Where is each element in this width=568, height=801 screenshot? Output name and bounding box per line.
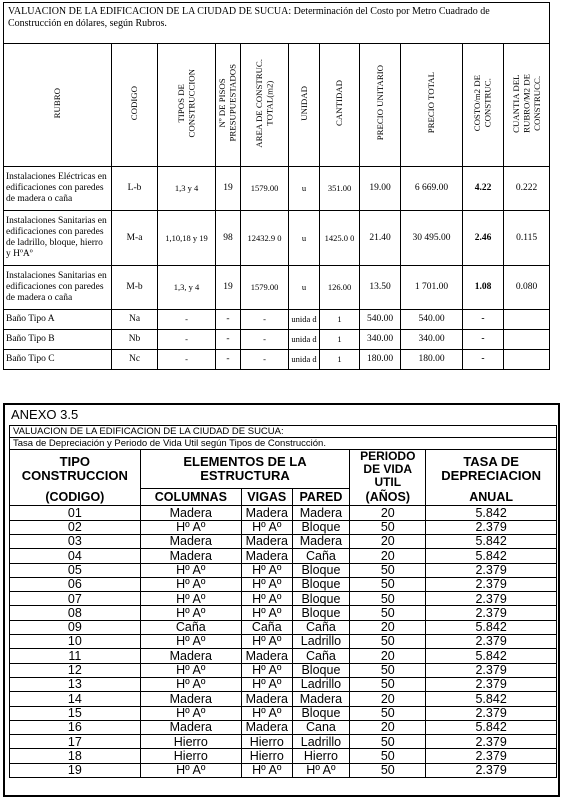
tasa-cell: 2.379 bbox=[426, 635, 557, 649]
precio-unitario-cell: 340.00 bbox=[360, 330, 401, 350]
header-area: AREA DE CONSTRUC. TOTAL(m2) bbox=[253, 58, 275, 148]
valuacion-row bbox=[4, 266, 550, 310]
anexo-row bbox=[10, 606, 557, 620]
header-precio-total: PRECIO TOTAL bbox=[426, 72, 437, 134]
precio-unitario-cell: 21.40 bbox=[360, 211, 401, 266]
codigo-cell: 05 bbox=[10, 563, 141, 577]
vigas-cell: Hº Aº bbox=[241, 592, 292, 606]
pared-cell: Madera bbox=[292, 534, 350, 548]
cantidad-cell: 1 bbox=[320, 350, 360, 370]
vigas-cell: Madera bbox=[241, 549, 292, 563]
anexo-row bbox=[10, 620, 557, 634]
periodo-cell: 20 bbox=[350, 649, 426, 663]
vigas-cell: Hº Aº bbox=[241, 563, 292, 577]
valuacion-body bbox=[4, 167, 550, 370]
periodo-cell: 50 bbox=[350, 663, 426, 677]
columnas-cell: Hº Aº bbox=[140, 763, 241, 777]
header-tasa: TASA DE DEPRECIACION bbox=[426, 450, 557, 489]
cantidad-cell: 1 bbox=[320, 330, 360, 350]
vigas-cell: Hº Aº bbox=[241, 677, 292, 691]
valuacion-row bbox=[4, 310, 550, 330]
columnas-cell: Hº Aº bbox=[140, 606, 241, 620]
pared-cell: Bloque bbox=[292, 706, 350, 720]
tipos-cell: 1,3, y 4 bbox=[158, 266, 216, 310]
columnas-cell: Hierro bbox=[140, 735, 241, 749]
codigo-cell: 14 bbox=[10, 692, 141, 706]
precio-unitario-cell: 180.00 bbox=[360, 350, 401, 370]
anexo-row bbox=[10, 635, 557, 649]
codigo-cell: 10 bbox=[10, 635, 141, 649]
pisos-cell: - bbox=[216, 350, 241, 370]
valuacion-header-row bbox=[4, 44, 550, 167]
vigas-cell: Hº Aº bbox=[241, 663, 292, 677]
codigo-cell: 11 bbox=[10, 649, 141, 663]
periodo-cell: 20 bbox=[350, 506, 426, 520]
periodo-cell: 50 bbox=[350, 735, 426, 749]
tasa-cell: 5.842 bbox=[426, 534, 557, 548]
tasa-cell: 5.842 bbox=[426, 506, 557, 520]
anexo-row bbox=[10, 520, 557, 534]
codigo-cell: 13 bbox=[10, 677, 141, 691]
valuacion-title: VALUACION DE LA EDIFICACION DE LA CIUDAD DE SUCUA: Determinación del Costo por Metro Cuadrado de Construcción en dólares, según Rubros. bbox=[4, 3, 550, 44]
codigo-cell: 17 bbox=[10, 735, 141, 749]
periodo-cell: 50 bbox=[350, 606, 426, 620]
pared-cell: Ladrillo bbox=[292, 735, 350, 749]
tasa-cell: 2.379 bbox=[426, 735, 557, 749]
tasa-cell: 2.379 bbox=[426, 663, 557, 677]
anexo-title: ANEXO 3.5 bbox=[11, 407, 79, 422]
pared-cell: Bloque bbox=[292, 606, 350, 620]
tasa-cell: 2.379 bbox=[426, 763, 557, 777]
periodo-cell: 50 bbox=[350, 763, 426, 777]
columnas-cell: Hº Aº bbox=[140, 592, 241, 606]
pared-cell: Caña bbox=[292, 549, 350, 563]
pared-cell: Hº Aº bbox=[292, 763, 350, 777]
precio-total-cell: 6 669.00 bbox=[401, 167, 463, 211]
unidad-cell: unida d bbox=[289, 310, 320, 330]
pared-cell: Ladrillo bbox=[292, 677, 350, 691]
tasa-cell: 5.842 bbox=[426, 620, 557, 634]
pisos-cell: 19 bbox=[216, 167, 241, 211]
periodo-cell: 50 bbox=[350, 749, 426, 763]
anexo-row bbox=[10, 592, 557, 606]
periodo-cell: 50 bbox=[350, 563, 426, 577]
vigas-cell: Hº Aº bbox=[241, 606, 292, 620]
area-cell: - bbox=[241, 330, 289, 350]
precio-total-cell: 30 495.00 bbox=[401, 211, 463, 266]
header-periodo: PERIODO DE VIDA UTIL bbox=[350, 450, 426, 489]
periodo-cell: 50 bbox=[350, 577, 426, 591]
anexo-table bbox=[9, 425, 557, 778]
pisos-cell: - bbox=[216, 310, 241, 330]
tipos-cell: - bbox=[158, 330, 216, 350]
codigo-cell: 08 bbox=[10, 606, 141, 620]
columnas-cell: Madera bbox=[140, 549, 241, 563]
rubro-cell: Instalaciones Sanitarias en edificaciones con paredes de madera o caña bbox=[4, 266, 112, 310]
columnas-cell: Hº Aº bbox=[140, 563, 241, 577]
pisos-cell: - bbox=[216, 330, 241, 350]
valuacion-row bbox=[4, 350, 550, 370]
precio-unitario-cell: 13.50 bbox=[360, 266, 401, 310]
vigas-cell: Hº Aº bbox=[241, 763, 292, 777]
columnas-cell: Hº Aº bbox=[140, 520, 241, 534]
pared-cell: Caña bbox=[292, 649, 350, 663]
rubro-cell: Baño Tipo B bbox=[4, 330, 112, 350]
unidad-cell: unida d bbox=[289, 350, 320, 370]
pared-cell: Hierro bbox=[292, 749, 350, 763]
anexo-subtitle-2: Tasa de Depreciación y Periodo de Vida Util según Tipos de Construcción. bbox=[10, 438, 557, 450]
header-vigas: VIGAS bbox=[241, 489, 292, 506]
tasa-cell: 5.842 bbox=[426, 549, 557, 563]
codigo-cell: 16 bbox=[10, 720, 141, 734]
columnas-cell: Madera bbox=[140, 692, 241, 706]
cuantia-cell: 0.115 bbox=[504, 211, 550, 266]
columnas-cell: Hierro bbox=[140, 749, 241, 763]
cantidad-cell: 126.00 bbox=[320, 266, 360, 310]
anexo-row bbox=[10, 720, 557, 734]
codigo-cell: 09 bbox=[10, 620, 141, 634]
header-unidad: UNIDAD bbox=[298, 85, 309, 121]
header-tipos: TIPOS DE CONSTRUCCION bbox=[175, 68, 197, 138]
tipos-cell: - bbox=[158, 310, 216, 330]
header-rubro: RUBRO bbox=[52, 87, 63, 119]
periodo-cell: 20 bbox=[350, 549, 426, 563]
valuacion-row bbox=[4, 167, 550, 211]
periodo-cell: 20 bbox=[350, 692, 426, 706]
anexo-row bbox=[10, 577, 557, 591]
codigo-cell: 01 bbox=[10, 506, 141, 520]
codigo-cell: 18 bbox=[10, 749, 141, 763]
costo-cell: 4.22 bbox=[463, 167, 504, 211]
cantidad-cell: 1425.0 0 bbox=[320, 211, 360, 266]
columnas-cell: Madera bbox=[140, 506, 241, 520]
precio-total-cell: 180.00 bbox=[401, 350, 463, 370]
unidad-cell: u bbox=[289, 211, 320, 266]
tasa-cell: 2.379 bbox=[426, 520, 557, 534]
vigas-cell: Madera bbox=[241, 534, 292, 548]
header-codigo-paren: (CODIGO) bbox=[10, 489, 141, 506]
pared-cell: Bloque bbox=[292, 563, 350, 577]
periodo-cell: 50 bbox=[350, 677, 426, 691]
columnas-cell: Madera bbox=[140, 720, 241, 734]
codigo-cell: 06 bbox=[10, 577, 141, 591]
pisos-cell: 98 bbox=[216, 211, 241, 266]
cuantia-cell: 0.222 bbox=[504, 167, 550, 211]
precio-total-cell: 1 701.00 bbox=[401, 266, 463, 310]
columnas-cell: Madera bbox=[140, 649, 241, 663]
columnas-cell: Caña bbox=[140, 620, 241, 634]
pared-cell: Bloque bbox=[292, 663, 350, 677]
header-anual: ANUAL bbox=[426, 489, 557, 506]
costo-cell: - bbox=[463, 310, 504, 330]
codigo-cell: 04 bbox=[10, 549, 141, 563]
tipos-cell: 1,3 y 4 bbox=[158, 167, 216, 211]
cuantia-cell bbox=[504, 350, 550, 370]
area-cell: 1579.00 bbox=[241, 266, 289, 310]
periodo-cell: 50 bbox=[350, 706, 426, 720]
tasa-cell: 2.379 bbox=[426, 592, 557, 606]
costo-cell: 2.46 bbox=[463, 211, 504, 266]
anexo-row bbox=[10, 506, 557, 520]
codigo-cell: M-a bbox=[112, 211, 158, 266]
anexo-row bbox=[10, 692, 557, 706]
header-pared: PARED bbox=[292, 489, 350, 506]
cantidad-cell: 351.00 bbox=[320, 167, 360, 211]
anexo-row bbox=[10, 677, 557, 691]
anexo-body bbox=[10, 506, 557, 778]
codigo-cell: Nb bbox=[112, 330, 158, 350]
header-precio-unitario: PRECIO UNITARIO bbox=[374, 65, 385, 141]
periodo-cell: 50 bbox=[350, 520, 426, 534]
precio-unitario-cell: 19.00 bbox=[360, 167, 401, 211]
columnas-cell: Hº Aº bbox=[140, 663, 241, 677]
pared-cell: Cana bbox=[292, 720, 350, 734]
codigo-cell: 15 bbox=[10, 706, 141, 720]
pared-cell: Bloque bbox=[292, 577, 350, 591]
unidad-cell: u bbox=[289, 167, 320, 211]
pisos-cell: 19 bbox=[216, 266, 241, 310]
codigo-cell: 02 bbox=[10, 520, 141, 534]
vigas-cell: Hº Aº bbox=[241, 520, 292, 534]
anexo-row bbox=[10, 706, 557, 720]
valuacion-row bbox=[4, 211, 550, 266]
header-cuantia: CUANTIA DEL RUBRO/M2 DE CONSTRUCC. bbox=[510, 73, 542, 133]
vigas-cell: Madera bbox=[241, 720, 292, 734]
area-cell: 1579.00 bbox=[241, 167, 289, 211]
unidad-cell: u bbox=[289, 266, 320, 310]
anexo-row bbox=[10, 563, 557, 577]
precio-total-cell: 540.00 bbox=[401, 310, 463, 330]
tasa-cell: 2.379 bbox=[426, 706, 557, 720]
tasa-cell: 5.842 bbox=[426, 692, 557, 706]
rubro-cell: Instalaciones Eléctricas en edificaciones con paredes de madera o caña bbox=[4, 167, 112, 211]
anexo-row bbox=[10, 749, 557, 763]
vigas-cell: Caña bbox=[241, 620, 292, 634]
anexo-subtitle-1: VALUACION DE LA EDIFICACION DE LA CIUDAD DE SUCUA: bbox=[10, 426, 557, 438]
unidad-cell: unida d bbox=[289, 330, 320, 350]
vigas-cell: Madera bbox=[241, 506, 292, 520]
precio-total-cell: 340.00 bbox=[401, 330, 463, 350]
anexo-row bbox=[10, 534, 557, 548]
tipos-cell: 1,10,18 y 19 bbox=[158, 211, 216, 266]
vigas-cell: Hº Aº bbox=[241, 577, 292, 591]
rubro-cell: Baño Tipo C bbox=[4, 350, 112, 370]
columnas-cell: Hº Aº bbox=[140, 706, 241, 720]
anexo-row bbox=[10, 649, 557, 663]
cuantia-cell: 0.080 bbox=[504, 266, 550, 310]
header-costo: COSTO/m2 DE CONSTRUC. bbox=[472, 74, 493, 132]
header-pisos: Nº DE PISOS PRESUPUESTADOS bbox=[217, 64, 238, 142]
costo-cell: - bbox=[463, 350, 504, 370]
cuantia-cell bbox=[504, 310, 550, 330]
precio-unitario-cell: 540.00 bbox=[360, 310, 401, 330]
columnas-cell: Hº Aº bbox=[140, 677, 241, 691]
area-cell: 12432.9 0 bbox=[241, 211, 289, 266]
tasa-cell: 2.379 bbox=[426, 563, 557, 577]
pared-cell: Caña bbox=[292, 620, 350, 634]
tasa-cell: 2.379 bbox=[426, 677, 557, 691]
pared-cell: Madera bbox=[292, 506, 350, 520]
area-cell: - bbox=[241, 350, 289, 370]
periodo-cell: 20 bbox=[350, 620, 426, 634]
cantidad-cell: 1 bbox=[320, 310, 360, 330]
vigas-cell: Hierro bbox=[241, 749, 292, 763]
costo-cell: 1.08 bbox=[463, 266, 504, 310]
anexo-row bbox=[10, 549, 557, 563]
cuantia-cell bbox=[504, 330, 550, 350]
tasa-cell: 5.842 bbox=[426, 649, 557, 663]
header-columnas: COLUMNAS bbox=[140, 489, 241, 506]
header-elementos: ELEMENTOS DE LA ESTRUCTURA bbox=[140, 450, 350, 489]
header-tipo-construccion: TIPO CONSTRUCCION bbox=[10, 450, 141, 489]
periodo-cell: 50 bbox=[350, 635, 426, 649]
area-cell: - bbox=[241, 310, 289, 330]
codigo-cell: Na bbox=[112, 310, 158, 330]
tasa-cell: 2.379 bbox=[426, 606, 557, 620]
columnas-cell: Madera bbox=[140, 534, 241, 548]
header-cantidad: CANTIDAD bbox=[334, 80, 345, 126]
tipos-cell: - bbox=[158, 350, 216, 370]
valuacion-row bbox=[4, 330, 550, 350]
header-codigo: CODIGO bbox=[129, 85, 140, 121]
pared-cell: Madera bbox=[292, 692, 350, 706]
rubro-cell: Instalaciones Sanitarias en edificaciones con paredes de ladrillo, bloque, hierro y HºAº bbox=[4, 211, 112, 266]
anexo-row bbox=[10, 735, 557, 749]
codigo-cell: 03 bbox=[10, 534, 141, 548]
pared-cell: Ladrillo bbox=[292, 635, 350, 649]
periodo-cell: 50 bbox=[350, 592, 426, 606]
anexo-row bbox=[10, 663, 557, 677]
vigas-cell: Hierro bbox=[241, 735, 292, 749]
pared-cell: Bloque bbox=[292, 520, 350, 534]
tasa-cell: 2.379 bbox=[426, 577, 557, 591]
vigas-cell: Hº Aº bbox=[241, 635, 292, 649]
rubro-cell: Baño Tipo A bbox=[4, 310, 112, 330]
valuacion-table bbox=[3, 2, 550, 370]
columnas-cell: Hº Aº bbox=[140, 635, 241, 649]
codigo-cell: 12 bbox=[10, 663, 141, 677]
costo-cell: - bbox=[463, 330, 504, 350]
columnas-cell: Hº Aº bbox=[140, 577, 241, 591]
codigo-cell: 19 bbox=[10, 763, 141, 777]
vigas-cell: Madera bbox=[241, 649, 292, 663]
periodo-cell: 20 bbox=[350, 720, 426, 734]
header-anios: (AÑOS) bbox=[350, 489, 426, 506]
codigo-cell: M-b bbox=[112, 266, 158, 310]
tasa-cell: 5.842 bbox=[426, 720, 557, 734]
anexo-row bbox=[10, 763, 557, 777]
codigo-cell: L-b bbox=[112, 167, 158, 211]
codigo-cell: Nc bbox=[112, 350, 158, 370]
vigas-cell: Hº Aº bbox=[241, 706, 292, 720]
codigo-cell: 07 bbox=[10, 592, 141, 606]
pared-cell: Bloque bbox=[292, 592, 350, 606]
periodo-cell: 20 bbox=[350, 534, 426, 548]
tasa-cell: 2.379 bbox=[426, 749, 557, 763]
vigas-cell: Madera bbox=[241, 692, 292, 706]
